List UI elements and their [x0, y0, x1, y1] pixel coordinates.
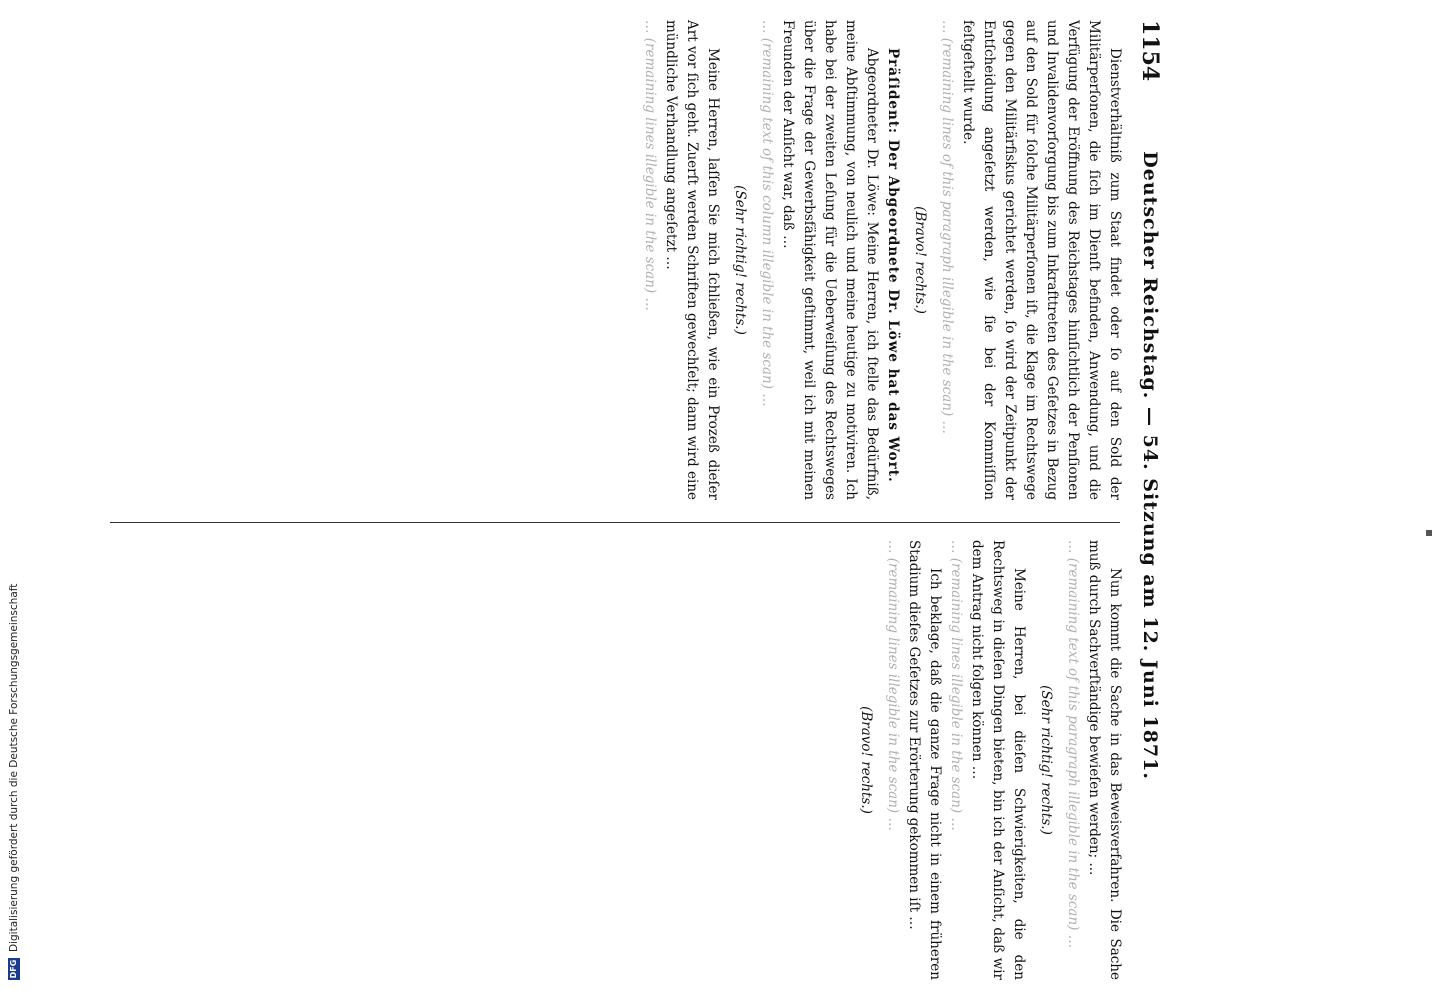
column-divider [110, 522, 1120, 523]
illegible-note: … (remaining text of this column illegible in the scan) … [759, 20, 775, 407]
paragraph: Meine Herren, bei dieſen Schwierigkeiten, die den Rechtsweg in dieſen Dingen bieten, bin ich der Anſicht, daß wir dem Antrag nicht folgen können … [969, 540, 1027, 980]
illegible-note: … (remaining text of this paragraph illegible in the scan) … [1065, 540, 1081, 949]
illegible-note: … (remaining lines of this paragraph illegible in the scan) … [939, 20, 955, 435]
paragraph: Meine Herren, laſſen Sie mich ſchließen, wie ein Prozeß dieſer Art vor ſich geht. Zuerſt werden Schriften gewechſelt; dann wird eine mündliche Verhandlung angeſetzt … [663, 20, 721, 500]
digitization-note: Digitalisierung gefördert durch die Deutsche Forschungsgemeinschaft [8, 583, 20, 952]
text-column-right [115, 540, 1125, 980]
applause-note: (Bravo! rechts.) [858, 706, 874, 814]
paragraph: Nun kommt die Sache in das Beweisverfahren. Die Sache muß durch Sachverſtändige bewieſen werden; ... [1086, 540, 1123, 980]
scan-edge-mark [1426, 530, 1432, 536]
digitization-credit [6, 380, 22, 980]
page-number: 1154 [1137, 20, 1163, 82]
speaker-line: Präſident: Der Abgeordnete Dr. Löwe hat das Wort. [885, 48, 901, 483]
illegible-note: … (remaining lines illegible in the scan) … [885, 540, 901, 831]
illegible-note: … (remaining lines illegible in the scan) … [948, 540, 964, 831]
paragraph: Dienstverhältniß zum Staat findet oder ſo auf den Sold der Militärperſonen, die ſich im Dienſt befinden, Anwendung, und die Verfügung der Eröffnung des Reichstages hinſichtlich der Penſionen und Invalidenvorſorgung bis zum Inkrafttreten des Geſetzes in Bezug auf den Sold für ſolche Militärperſonen iſt, die Klage im Rechtswege gegen den Militärfiskus gerichtet werden, ſo wird der Zeitpunkt der Entſcheidung angeſetzt werden, wie ſie bei der Kommiſſion feſtgeſtellt wurde. [960, 20, 1123, 500]
running-title: Deutscher Reichstag. — 54. Sitzung am 12. Juni 1871. [1139, 151, 1161, 780]
paragraph: Ich beklage, daß die ganze Frage nicht in einem früheren Stadium dieſes Geſetzes zur Erörterung gekommen iſt … [906, 540, 943, 980]
text-column-left [115, 20, 1125, 500]
illegible-note: … (remaining lines illegible in the scan) … [642, 20, 658, 311]
page-header [1130, 20, 1170, 780]
paragraph: Abgeordneter Dr. Löwe: Meine Herren, ich ſtelle das Bedürfniß, meine Abſtimmung, von neulich und meine heutige zu motiviren. Ich habe bei der zweiten Leſung für die Ueberweiſung des Rechtsweges über die Frage der Gewerbsfähigkeit geſtimmt, weil ich mit meinen Freunden der Anſicht war, daß … [780, 20, 880, 500]
applause-note: (Sehr richtig! rechts.) [1038, 685, 1054, 835]
applause-note: (Sehr richtig! rechts.) [732, 185, 748, 335]
dfg-logo-icon: DFG [9, 959, 18, 979]
applause-note: (Bravo! rechts.) [912, 206, 928, 314]
